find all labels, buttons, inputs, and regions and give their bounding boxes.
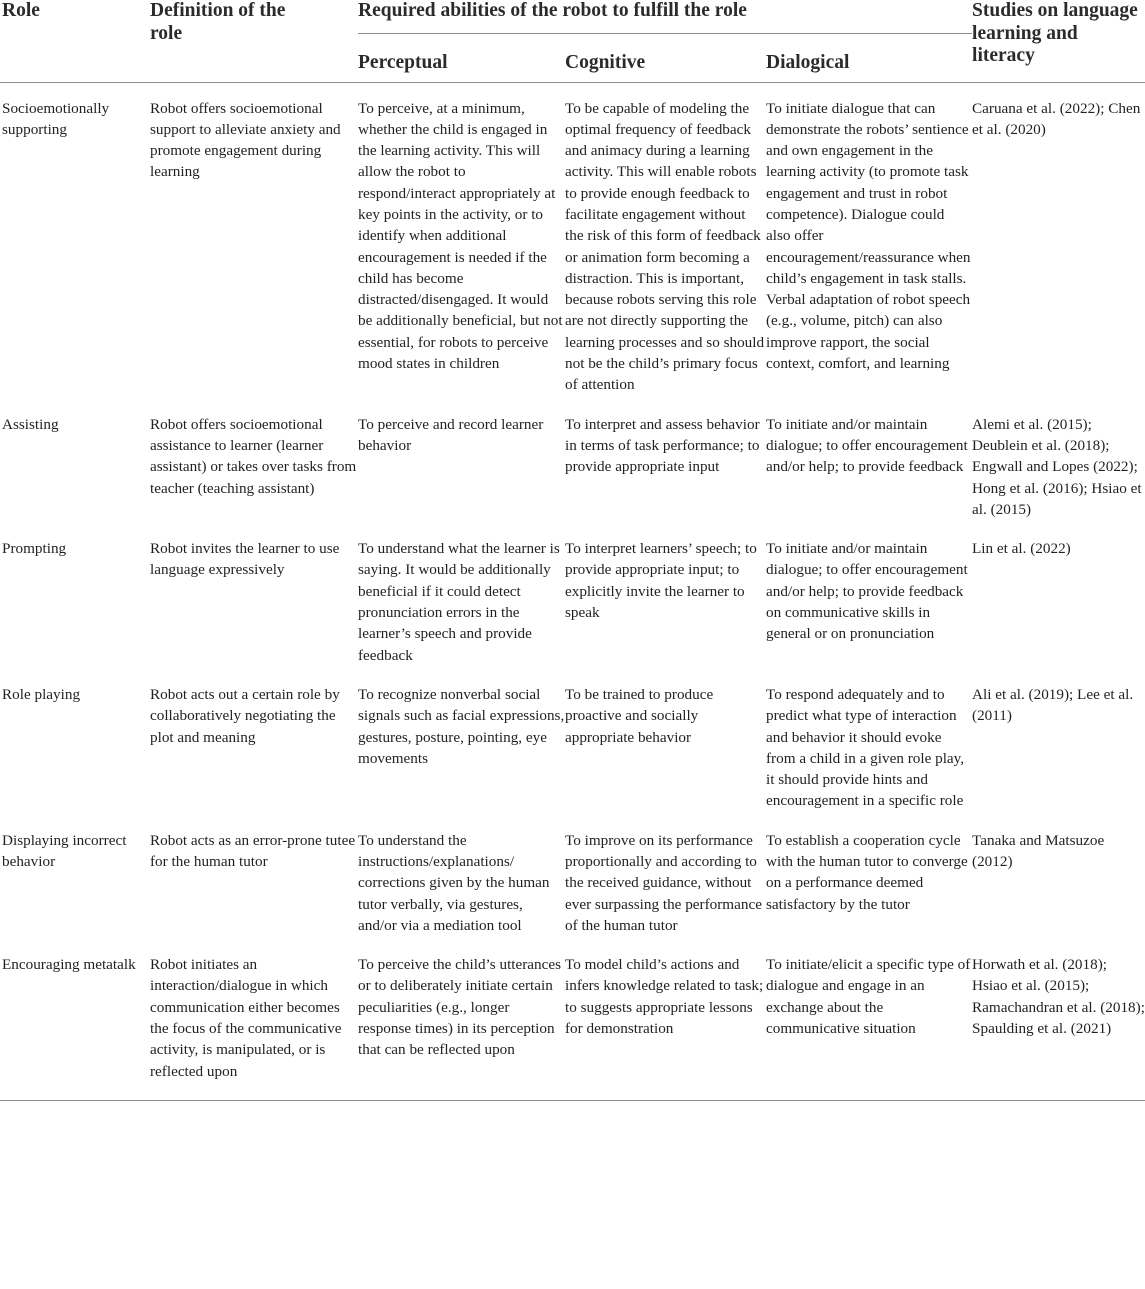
table-header xyxy=(0,0,1145,82)
cell-cognitive: To interpret and assess behavior in terms of task performance; to provide appropriate input xyxy=(565,415,760,476)
cell-studies: Ali et al. (2019); Lee et al. (2011) xyxy=(972,685,1134,725)
table-row xyxy=(0,523,1145,669)
cell-definition: Robot invites the learner to use language expressively xyxy=(150,540,340,579)
cell-dialogical: To initiate and/or maintain dialogue; to offer encouragement and/or help; to provide feedback on communicative skills in general or on pronunciation xyxy=(766,540,968,643)
cell-cognitive: To be trained to produce proactive and socially appropriate behavior xyxy=(565,685,714,746)
cell-role: Role playing xyxy=(2,685,81,703)
cell-studies: Alemi et al. (2015); Deublein et al. (2018); Engwall and Lopes (2022); Hong et al. (2016); Hsiao et al. (2015) xyxy=(972,415,1142,518)
cell-cognitive: To improve on its performance proportionally and according to the received guidance, without ever surpassing the performance of the human tutor xyxy=(565,831,762,934)
cell-studies: Lin et al. (2022) xyxy=(972,540,1071,558)
cell-studies: Horwath et al. (2018); Hsiao et al. (2015); Ramachandran et al. (2018); Spaulding et al. (2021) xyxy=(972,939,1145,1100)
cell-role: Prompting xyxy=(2,540,67,558)
header-definition: Definition of the role xyxy=(150,0,358,82)
cell-perceptual: To perceive and record learner behavior xyxy=(358,415,544,454)
cell-role: Socioemotionally supporting xyxy=(2,99,110,138)
cell-role: Encouraging metatalk xyxy=(0,939,150,1100)
header-required-abilities: Required abilities of the robot to fulfill the role xyxy=(358,0,972,34)
table-body xyxy=(0,82,1145,1100)
cell-studies: Tanaka and Matsuzoe (2012) xyxy=(972,831,1105,870)
cell-definition: Robot acts as an error-prone tutee for the human tutor xyxy=(150,831,356,870)
cell-cognitive: To interpret learners’ speech; to provide appropriate input; to explicitly invite the learner to speak xyxy=(565,540,757,622)
header-role: Role xyxy=(0,0,150,82)
header-studies: Studies on language learning and literacy xyxy=(972,0,1145,82)
cell-perceptual: To perceive the child’s utterances or to deliberately initiate certain peculiarities (e.g., longer response times) in its perception that can be reflected upon xyxy=(358,939,565,1100)
cell-cognitive: To be capable of modeling the optimal frequency of feedback and animacy during a learning activity. This will enable robots to provide enough feedback to facilitate engagement without the risk of this form of feedback or animation form becoming a distraction. This is important, because robots serving this role are not directly supporting the learning processes and so should not be the child’s primary focus of attention xyxy=(565,99,765,394)
header-cognitive: Cognitive xyxy=(565,34,766,82)
table-row xyxy=(0,669,1145,815)
cell-dialogical: To initiate/elicit a specific type of dialogue and engage in an exchange about the communicative situation xyxy=(766,939,972,1100)
cell-role: Assisting xyxy=(2,415,59,433)
cell-definition: Robot offers socioemotional assistance to learner (learner assistant) or takes over tasks from teacher (teaching assistant) xyxy=(150,415,357,497)
cell-perceptual: To perceive, at a minimum, whether the child is engaged in the learning activity. This will allow the robot to respond/interact appropriately at key points in the activity, or to identify when additional encouragement is needed if the child has become distracted/disengaged. It would be additionally beneficial, but not essential, for robots to perceive mood states in children xyxy=(358,99,563,373)
cell-perceptual: To recognize nonverbal social signals such as facial expressions, gestures, posture, pointing, eye movements xyxy=(358,685,565,767)
cell-cognitive: To model child’s actions and infers knowledge related to task; to suggests appropriate lessons for demonstration xyxy=(565,939,766,1100)
cell-dialogical: To establish a cooperation cycle with the human tutor to converge on a performance deemed satisfactory by the tutor xyxy=(766,831,968,913)
cell-perceptual: To understand the instructions/explanations/ corrections given by the human tutor verbally, via gestures, and/or via a mediation tool xyxy=(358,831,550,934)
table-row xyxy=(0,815,1145,939)
cell-definition: Robot acts out a certain role by collaboratively negotiating the plot and meaning xyxy=(150,685,340,746)
cell-dialogical: To initiate and/or maintain dialogue; to offer encouragement and/or help; to provide feedback xyxy=(766,415,968,476)
cell-definition: Robot offers socioemotional support to alleviate anxiety and promote engagement during learning xyxy=(150,99,341,181)
table-row xyxy=(0,939,1145,1100)
cell-studies: Caruana et al. (2022); Chen et al. (2020) xyxy=(972,99,1141,138)
table-row xyxy=(0,82,1145,399)
header-dialogical: Dialogical xyxy=(766,34,972,82)
table-row xyxy=(0,399,1145,523)
cell-definition: Robot initiates an interaction/dialogue in which communication either becomes the focus of the communicative activity, is manipulated, or is reflected upon xyxy=(150,939,358,1100)
cell-perceptual: To understand what the learner is saying. It would be additionally beneficial if it could detect pronunciation errors in the learner’s speech and provide feedback xyxy=(358,540,560,664)
header-perceptual: Perceptual xyxy=(358,34,565,82)
cell-dialogical: To initiate dialogue that can demonstrate the robots’ sentience and own engagement in the learning activity (to promote task engagement and trust in robot competence). Dialogue could also offer encouragement/reassurance when child’s engagement in task stalls. Verbal adaptation of robot speech (e.g., volume, pitch) can also improve rapport, the social context, comfort, and learning xyxy=(766,99,971,373)
cell-role: Displaying incorrect behavior xyxy=(2,831,127,870)
cell-dialogical: To respond adequately and to predict what type of interaction and behavior it should evoke from a child in a given role play, it should provide hints and encouragement in a specific role xyxy=(766,685,965,810)
